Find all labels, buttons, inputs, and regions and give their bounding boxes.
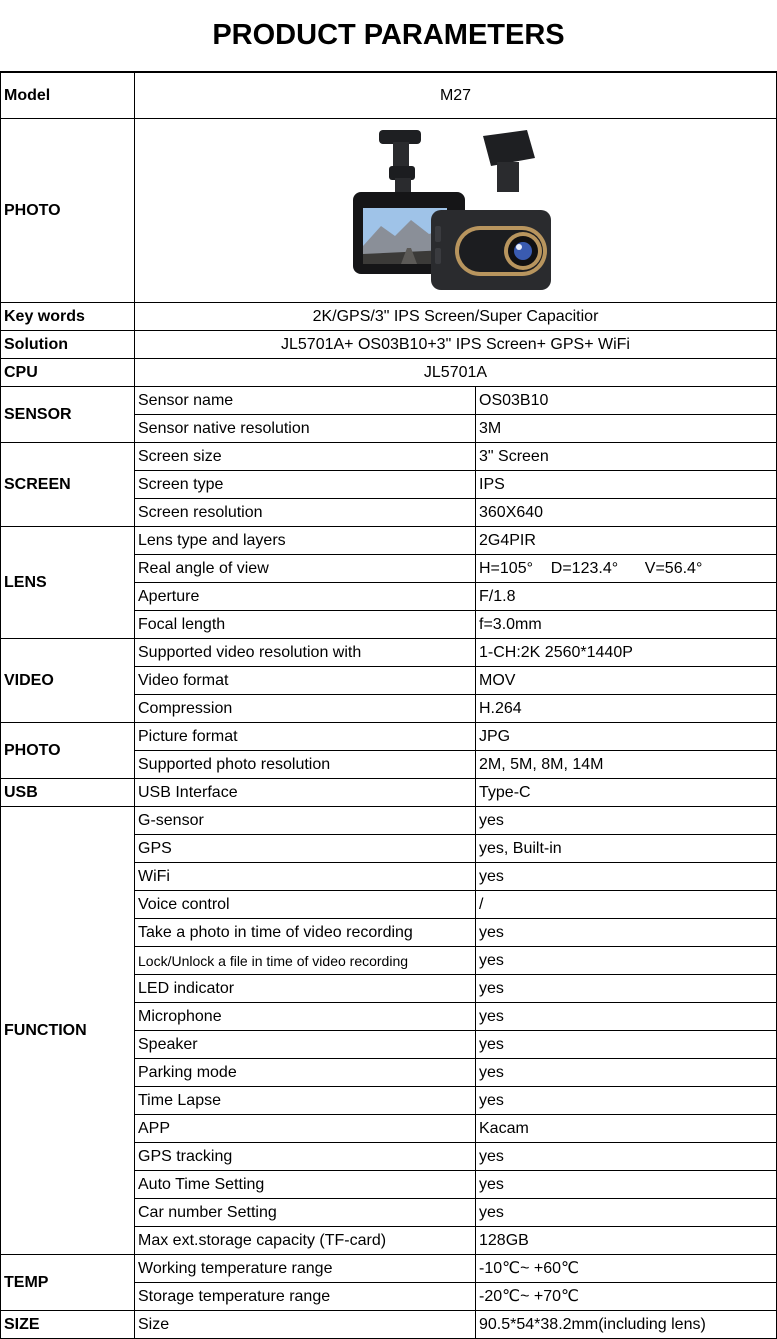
param-value: -10℃~ +60℃	[476, 1255, 777, 1283]
param-value: H=105° D=123.4° V=56.4°	[476, 555, 777, 583]
param-value: 2M, 5M, 8M, 14M	[476, 751, 777, 779]
param-name: Sensor native resolution	[135, 415, 476, 443]
param-value: Type-C	[476, 779, 777, 807]
table-row-model	[1, 73, 777, 119]
param-value: 3" Screen	[476, 443, 777, 471]
group-label: SIZE	[1, 1311, 135, 1339]
row-label-model: Model	[1, 73, 135, 119]
param-name: Sensor name	[135, 387, 476, 415]
group-label: LENS	[1, 527, 135, 639]
param-name: Aperture	[135, 583, 476, 611]
param-value: 128GB	[476, 1227, 777, 1255]
param-name: GPS tracking	[135, 1143, 476, 1171]
param-name: Auto Time Setting	[135, 1171, 476, 1199]
model-value: M27	[135, 73, 777, 119]
group-label: TEMP	[1, 1255, 135, 1311]
table-row	[1, 1255, 777, 1283]
group-label: USB	[1, 779, 135, 807]
table-row	[1, 723, 777, 751]
param-name: Speaker	[135, 1031, 476, 1059]
param-value: H.264	[476, 695, 777, 723]
param-value: yes	[476, 947, 777, 975]
row-label-cpu: CPU	[1, 359, 135, 387]
dash-cam-photo	[351, 128, 561, 294]
param-value: yes	[476, 1199, 777, 1227]
param-name: Picture format	[135, 723, 476, 751]
param-value: yes, Built-in	[476, 835, 777, 863]
table-row-keywords	[1, 303, 777, 331]
param-name: Size	[135, 1311, 476, 1339]
param-name: G-sensor	[135, 807, 476, 835]
table-row-photo	[1, 119, 777, 303]
param-name: Lens type and layers	[135, 527, 476, 555]
param-name: Screen size	[135, 443, 476, 471]
param-name: WiFi	[135, 863, 476, 891]
param-value: yes	[476, 975, 777, 1003]
param-name: Time Lapse	[135, 1087, 476, 1115]
parameters-table-body	[1, 73, 777, 1339]
param-value: 90.5*54*38.2mm(including lens)	[476, 1311, 777, 1339]
param-name: GPS	[135, 835, 476, 863]
param-name: USB Interface	[135, 779, 476, 807]
table-row	[1, 527, 777, 555]
param-value: 2G4PIR	[476, 527, 777, 555]
param-value: yes	[476, 919, 777, 947]
keywords-value: 2K/GPS/3" IPS Screen/Super Capacitior	[135, 303, 777, 331]
param-name: Real angle of view	[135, 555, 476, 583]
param-name: Voice control	[135, 891, 476, 919]
param-value: yes	[476, 1087, 777, 1115]
row-label-photo: PHOTO	[1, 119, 135, 303]
param-value: yes	[476, 1171, 777, 1199]
param-name: Supported photo resolution	[135, 751, 476, 779]
param-name: Screen resolution	[135, 499, 476, 527]
group-label: SENSOR	[1, 387, 135, 443]
group-label: SCREEN	[1, 443, 135, 527]
param-name: Video format	[135, 667, 476, 695]
page-title: PRODUCT PARAMETERS	[0, 0, 777, 72]
param-value: yes	[476, 1143, 777, 1171]
param-value: Kacam	[476, 1115, 777, 1143]
param-value: IPS	[476, 471, 777, 499]
table-row-cpu	[1, 359, 777, 387]
param-value: f=3.0mm	[476, 611, 777, 639]
param-name: Screen type	[135, 471, 476, 499]
table-row	[1, 807, 777, 835]
param-value: 360X640	[476, 499, 777, 527]
solution-value: JL5701A+ OS03B10+3" IPS Screen+ GPS+ WiFi	[135, 331, 777, 359]
table-row	[1, 387, 777, 415]
param-name: Supported video resolution with	[135, 639, 476, 667]
group-label: PHOTO	[1, 723, 135, 779]
param-value: yes	[476, 1059, 777, 1087]
param-value: yes	[476, 863, 777, 891]
param-name: Working temperature range	[135, 1255, 476, 1283]
param-value: OS03B10	[476, 387, 777, 415]
table-row	[1, 1311, 777, 1339]
row-label-keywords: Key words	[1, 303, 135, 331]
param-name: Microphone	[135, 1003, 476, 1031]
param-name: LED indicator	[135, 975, 476, 1003]
param-name: Storage temperature range	[135, 1283, 476, 1311]
param-value: F/1.8	[476, 583, 777, 611]
parameters-table	[0, 72, 777, 1339]
table-row	[1, 639, 777, 667]
param-value: /	[476, 891, 777, 919]
param-name: Compression	[135, 695, 476, 723]
param-value: -20℃~ +70℃	[476, 1283, 777, 1311]
param-value: yes	[476, 807, 777, 835]
param-value: 1-CH:2K 2560*1440P	[476, 639, 777, 667]
product-photo-cell	[135, 119, 777, 303]
param-name: Take a photo in time of video recording	[135, 919, 476, 947]
table-row-solution	[1, 331, 777, 359]
param-value: JPG	[476, 723, 777, 751]
param-name: APP	[135, 1115, 476, 1143]
param-name: Focal length	[135, 611, 476, 639]
table-row	[1, 779, 777, 807]
param-name: Max ext.storage capacity (TF-card)	[135, 1227, 476, 1255]
cpu-value: JL5701A	[135, 359, 777, 387]
row-label-solution: Solution	[1, 331, 135, 359]
table-row	[1, 443, 777, 471]
group-label: FUNCTION	[1, 807, 135, 1255]
param-value: yes	[476, 1031, 777, 1059]
param-value: 3M	[476, 415, 777, 443]
group-label: VIDEO	[1, 639, 135, 723]
param-value: MOV	[476, 667, 777, 695]
param-name: Car number Setting	[135, 1199, 476, 1227]
param-value: yes	[476, 1003, 777, 1031]
param-name: Parking mode	[135, 1059, 476, 1087]
param-name: Lock/Unlock a file in time of video recording	[135, 947, 476, 975]
